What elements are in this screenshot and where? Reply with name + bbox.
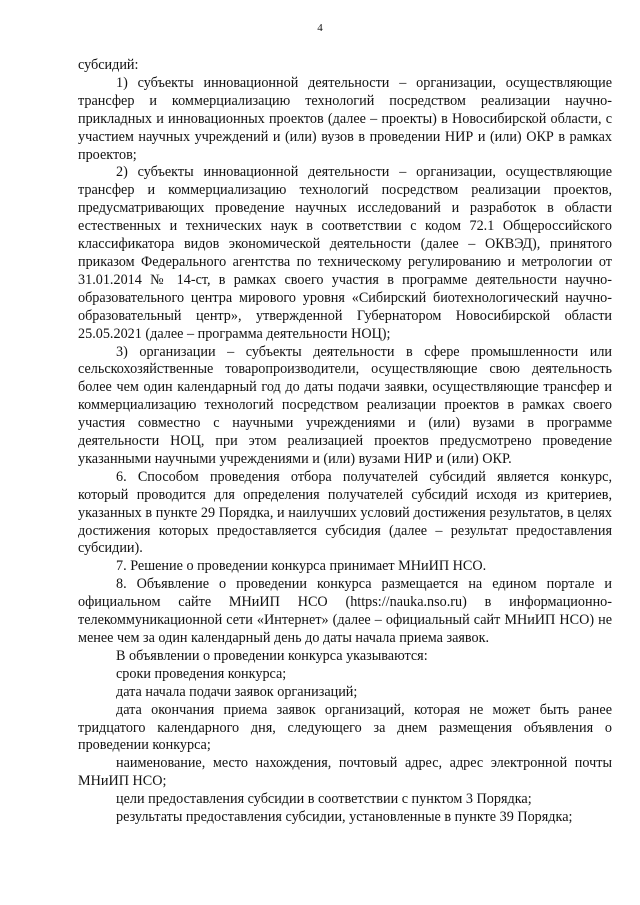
list-item-application-end: дата окончания приема заявок организаций, которая не может быть ранее тридцатого календарного дня, следующего за днем размещения объявления о проведении конкурса; (78, 701, 612, 754)
paragraph-item-1: 1) субъекты инновационной деятельности – организации, осуществляющие трансфер и коммерциализацию технологий посредством реализации научно-прикладных и инновационных проектов (далее – проекты) в Новосибирской области, с участием научных учреждений и (или) вузов в проведении НИР и (или) ОКР в рамках проектов; (78, 74, 612, 163)
paragraph-item-2: 2) субъекты инновационной деятельности – организации, осуществляющие трансфер и коммерциализацию технологий посредством реализации проектов, предусматривающих проведение научных исследований и разработок в области естественных и технических наук в соответствии с кодом 72.1 Общероссийского классификатора видов экономической деятельности (далее – ОКВЭД), принятого приказом Федерального агентства по техническому регулированию и метрологии от 31.01.2014 № 14-ст, в рамках своего участия в программе деятельности научно-образовательного центра мирового уровня «Сибирский биотехнологический научно-образовательный центр», утвержденной Губернатором Новосибирской области 25.05.2021 (далее – программа деятельности НОЦ); (78, 164, 612, 342)
list-item-subsidy-goals: цели предоставления субсидии в соответствии с пунктом 3 Порядка; (116, 791, 532, 808)
list-item-competition-dates: сроки проведения конкурса; (116, 665, 287, 682)
paragraph-clause-8: 8. Объявление о проведении конкурса размещается на едином портале и официальном сайте МНиИП НСО (https://nauka.nso.ru) в информационно-телекоммуникационной сети «Интернет» (далее – официальный сайт МНиИП НСО) не менее чем за один календарный день до даты начала приема заявок. (78, 576, 612, 646)
list-item-application-start: дата начала подачи заявок организаций; (116, 683, 358, 700)
paragraph-announcement-intro: В объявлении о проведении конкурса указываются: (116, 647, 428, 664)
document-body (78, 57, 612, 827)
list-item-contact-details: наименование, место нахождения, почтовый адрес, адрес электронной почты МНиИП НСО; (78, 755, 612, 790)
page-number: 4 (317, 22, 323, 34)
list-item-subsidy-results: результаты предоставления субсидии, установленные в пункте 39 Порядка; (116, 809, 573, 826)
paragraph-clause-6: 6. Способом проведения отбора получателей субсидий является конкурс, который проводится для определения получателей субсидий исходя из критериев, указанных в пункте 29 Порядка, и наилучших условий достижения результатов, в целях достижения которых предоставляется субсидия (далее – результат предоставления субсидии). (78, 468, 612, 557)
paragraph-item-3: 3) организации – субъекты деятельности в сфере промышленности или сельскохозяйственные товаропроизводители, осуществляющие свою деятельность более чем один календарный год до даты подачи заявки, осуществляющие трансфер и коммерциализацию технологий посредством реализации проектов в рамках своего участия совместно с научными учреждениями и (или) вузами в программе деятельности НОЦ, при этом реализацией проектов предусмотрено проведение указанными научными учреждениями и (или) вузами НИР и (или) ОКР. (78, 343, 612, 467)
paragraph-clause-7: 7. Решение о проведении конкурса принимает МНиИП НСО. (116, 558, 487, 575)
paragraph-subsidies-continuation: субсидий: (78, 57, 139, 73)
